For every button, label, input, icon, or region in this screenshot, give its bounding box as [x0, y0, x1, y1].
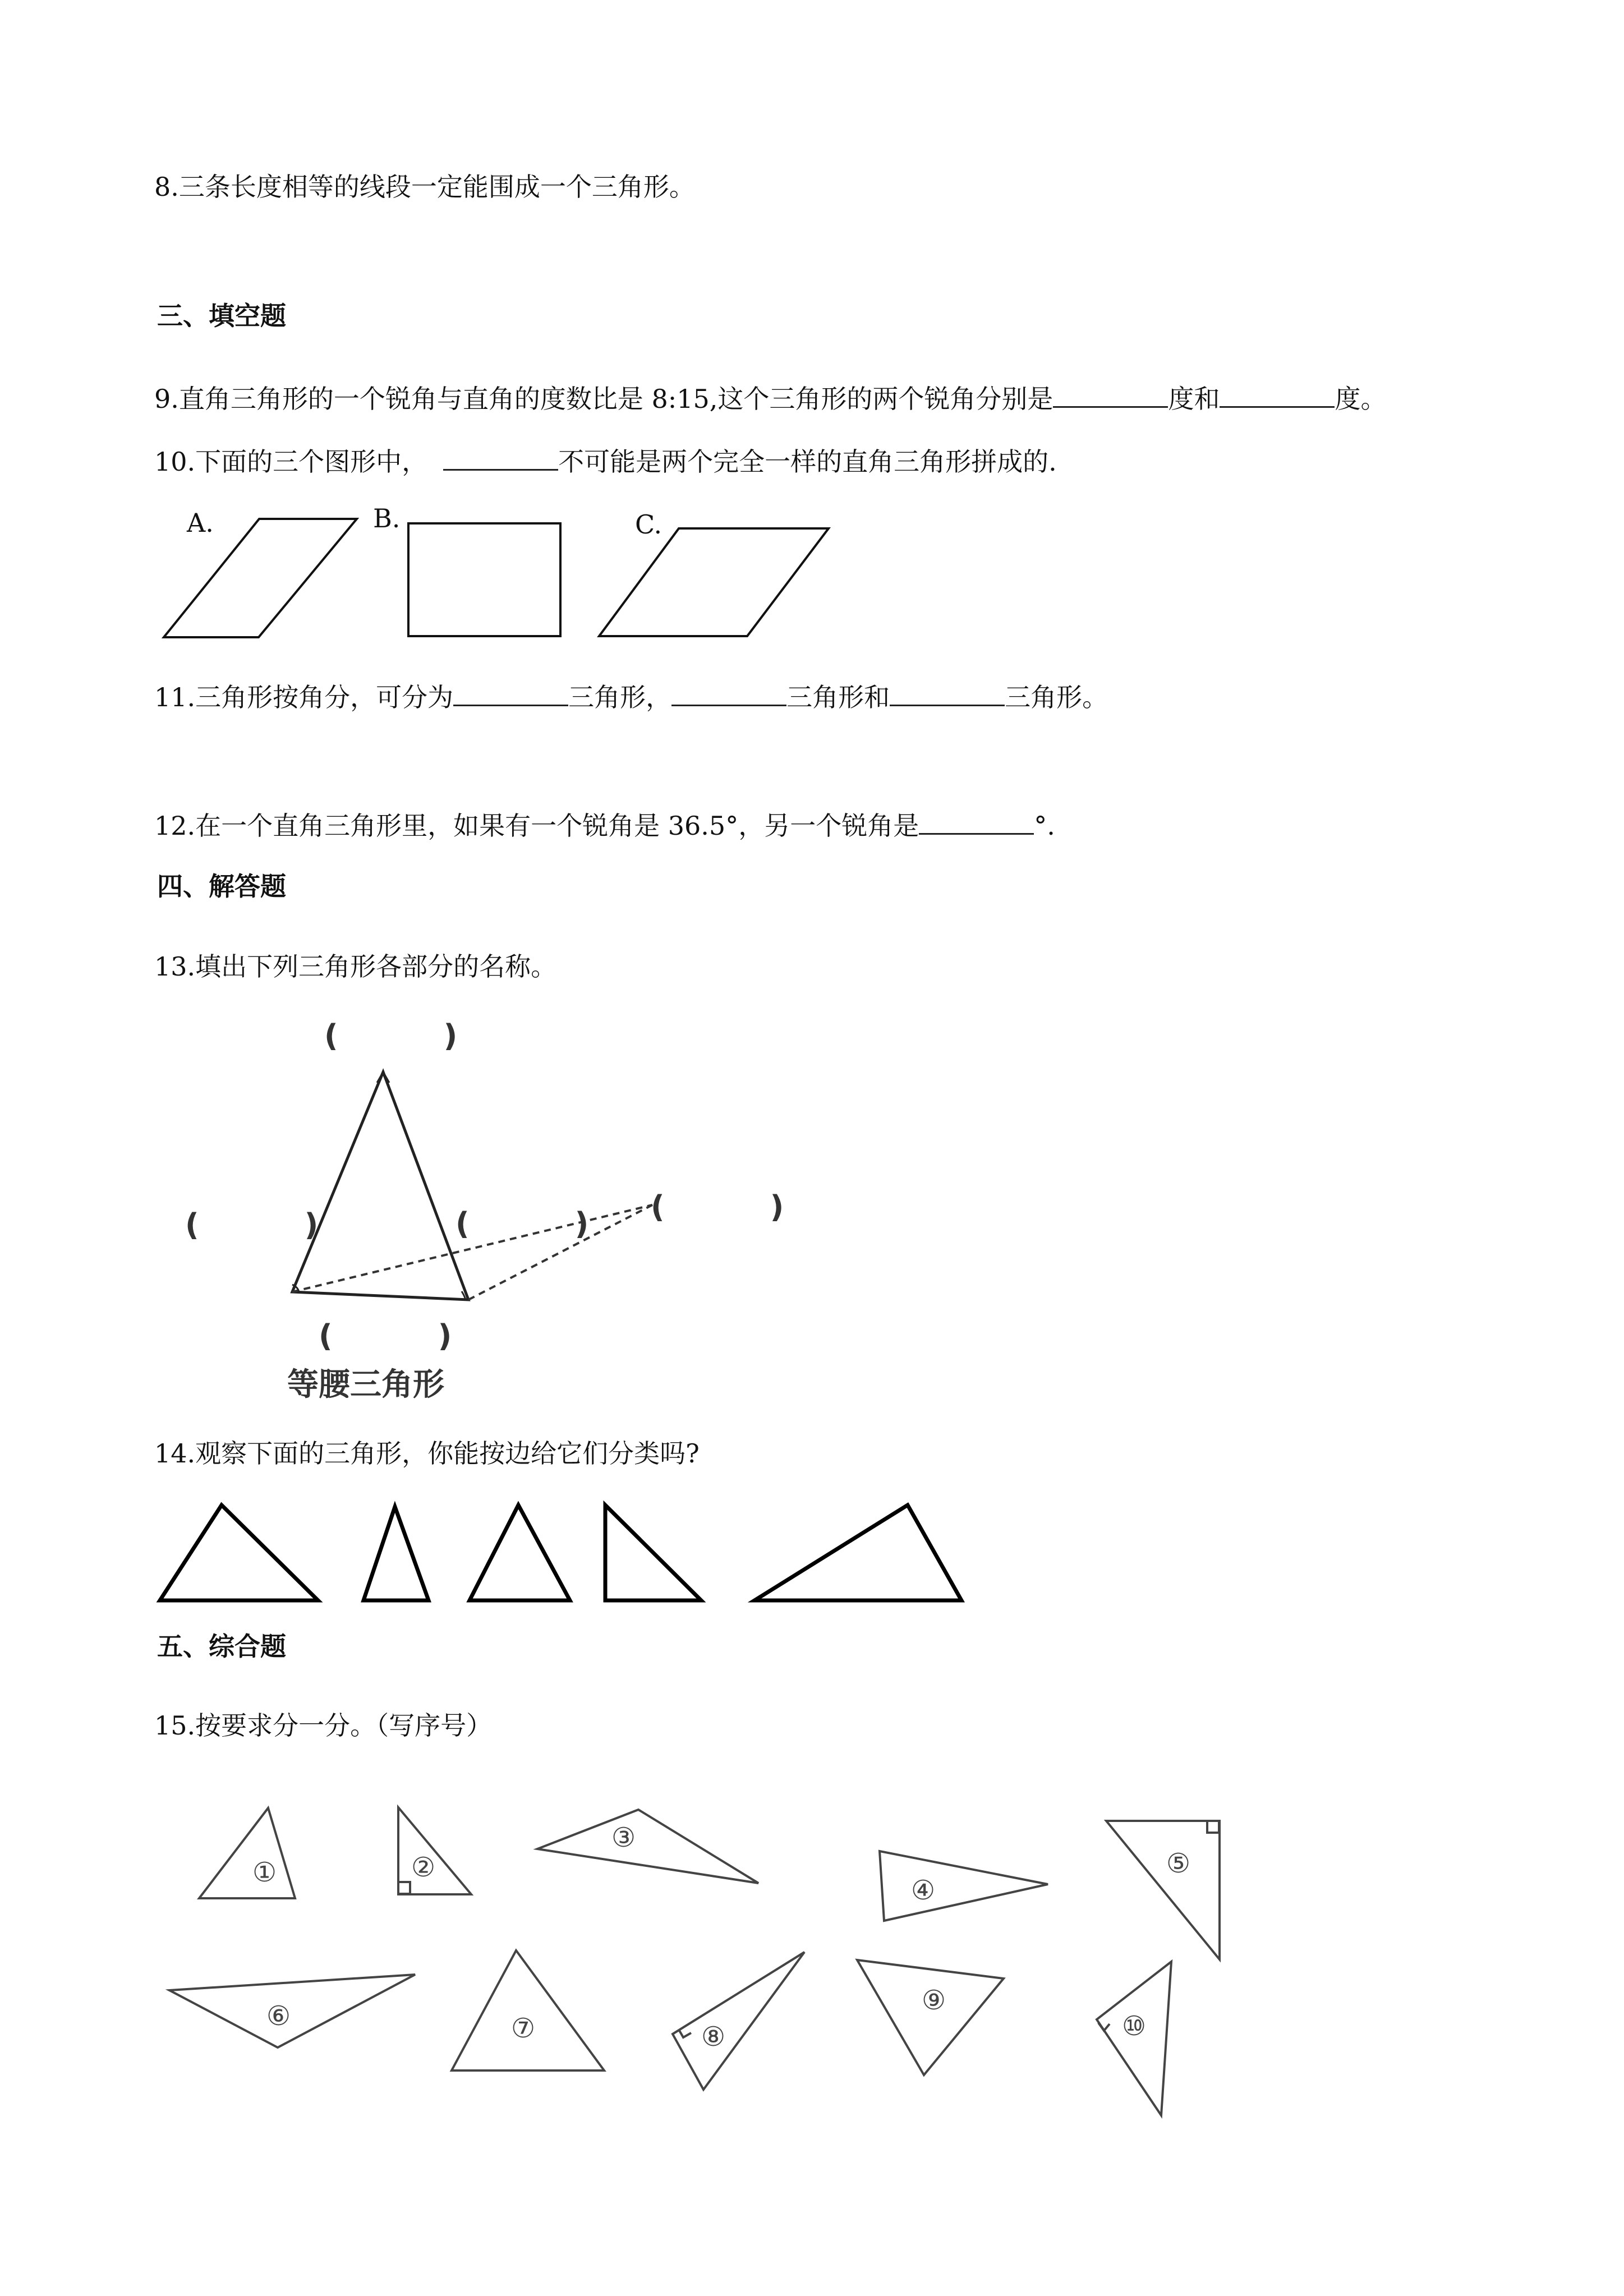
q13-triangle-figure	[185, 1018, 784, 1403]
answer-blank[interactable]	[453, 682, 568, 706]
apex-angle-mark	[377, 1072, 389, 1083]
triangle-1-shape	[199, 1808, 295, 1898]
triangle-4-label: ④	[911, 1875, 936, 1906]
triangle-6-label: ⑥	[266, 2000, 291, 2032]
section-fill-heading: 三、填空题	[157, 301, 286, 331]
triangle-caption: 等腰三角形	[287, 1366, 444, 1403]
triangle-4	[605, 1505, 701, 1600]
triangle-1-label: ①	[252, 1857, 277, 1888]
option-b-label: B.	[373, 503, 401, 533]
right-angle-mark	[398, 1882, 410, 1894]
question-14: 14.观察下面的三角形，你能按边给它们分类吗?	[154, 1438, 700, 1469]
question-12-text-b: °.	[1034, 811, 1055, 841]
question-11-text-b: 三角形，	[568, 682, 672, 712]
q14-triangles	[160, 1505, 961, 1600]
question-10-text-b: 不可能是两个完全一样的直角三角形拼成的.	[558, 447, 1057, 477]
triangle-8-label: ⑧	[701, 2021, 726, 2053]
triangle-9-label: ⑨	[922, 1985, 946, 2016]
question-9-text-b: 度和	[1168, 384, 1220, 414]
triangle-5-label: ⑤	[1166, 1848, 1191, 1879]
question-10-text: 10.下面的三个图形中，	[154, 447, 428, 477]
triangle-7-shape	[452, 1950, 604, 2070]
option-c-label: C.	[635, 509, 663, 540]
question-11-text-d: 三角形。	[1005, 682, 1108, 712]
rectangle-b	[408, 523, 560, 636]
answer-blank[interactable]	[890, 682, 1005, 706]
section-composite-heading: 五、综合题	[157, 1631, 286, 1662]
option-a-label: A.	[187, 508, 214, 538]
question-13: 13.填出下列三角形各部分的名称。	[154, 951, 557, 982]
triangle-3-label: ③	[611, 1822, 636, 1853]
triangle-9-shape	[857, 1960, 1004, 2075]
blank-paren-bottom[interactable]: ( )	[319, 1318, 452, 1354]
triangle-3-shape	[537, 1810, 758, 1883]
blank-paren-right[interactable]: ( )	[456, 1206, 589, 1241]
question-9-text-c: 度。	[1335, 384, 1387, 414]
triangle-6-shape	[169, 1975, 415, 2047]
triangle-7-label: ⑦	[511, 2013, 536, 2044]
question-12-text: 12.在一个直角三角形里，如果有一个锐角是 36.5°，另一个锐角是	[154, 811, 919, 841]
q10-figures	[164, 503, 829, 637]
right-angle-mark	[1207, 1821, 1219, 1833]
triangle-4-shape	[880, 1851, 1048, 1921]
question-9-text: 9.直角三角形的一个锐角与直角的度数比是 8:15,这个三角形的两个锐角分别是	[154, 384, 1053, 414]
blank-paren-left[interactable]: ( )	[185, 1207, 319, 1243]
triangle-2	[364, 1507, 429, 1600]
question-11	[154, 682, 1108, 710]
triangle-2-label: ②	[411, 1852, 436, 1883]
blank-paren-apex[interactable]: ( )	[324, 1018, 458, 1053]
triangle-3	[470, 1505, 570, 1600]
q15-triangles	[169, 1807, 1220, 2115]
triangle-8-shape	[673, 1952, 804, 2090]
answer-blank[interactable]	[919, 811, 1034, 835]
question-11-text-c: 三角形和	[786, 682, 890, 712]
right-angle-mark	[1098, 2023, 1110, 2031]
section-answer-heading: 四、解答题	[157, 871, 286, 901]
right-angle-mark	[679, 2030, 691, 2037]
triangle-10-label: ⑩	[1122, 2010, 1147, 2042]
triangle-5	[755, 1505, 961, 1600]
question-8: 8.三条长度相等的线段一定能围成一个三角形。	[154, 172, 695, 202]
parallelogram-c	[599, 528, 829, 636]
triangle-1	[160, 1505, 318, 1600]
question-15: 15.按要求分一分。（写序号）	[154, 1710, 493, 1741]
triangle-5-shape	[1106, 1821, 1220, 1959]
question-12	[154, 811, 1055, 839]
answer-blank[interactable]	[671, 682, 786, 706]
isosceles-triangle	[292, 1072, 468, 1300]
question-11-text: 11.三角形按角分，可分为	[154, 682, 454, 712]
blank-paren-far[interactable]: ( )	[651, 1189, 784, 1225]
